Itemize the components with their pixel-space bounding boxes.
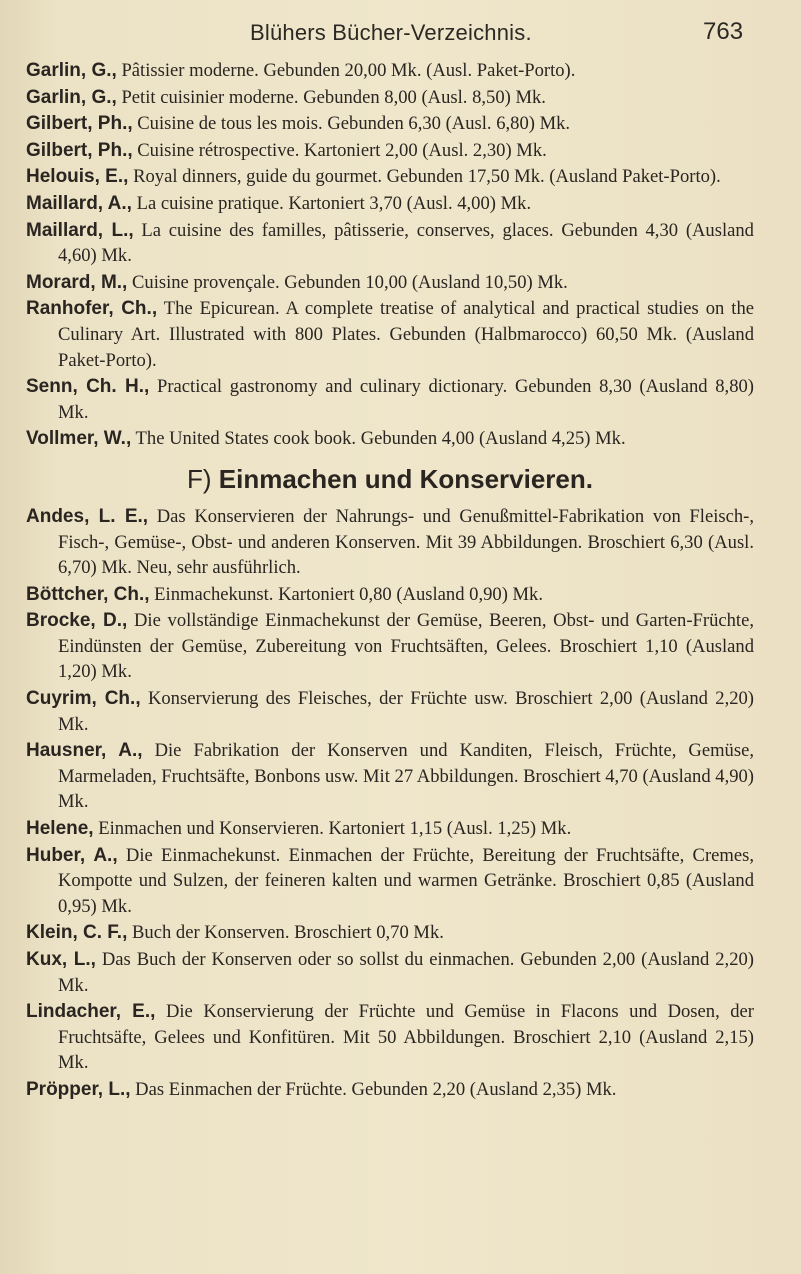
entry-text: Die vollständige Einmachekunst der Gemüse, Beeren, Obst- und Garten-Früchte, Eindünsten der Gemüse, Zubereitung von Fruchtsäften, Gelees. Broschiert 1,10 (Ausland 1,20) Mk. (58, 610, 754, 683)
entry-text: Einmachekunst. Kartoniert 0,80 (Ausland 0,90) Mk. (149, 583, 544, 605)
entry-text: Cuisine de tous les mois. Gebunden 6,30 (Ausl. 6,80) Mk. (132, 113, 571, 135)
entry-text: Das Buch der Konserven oder so sollst du einmachen. Gebunden 2,00 (Ausland 2,20) Mk. (58, 949, 754, 996)
catalog-entry (26, 738, 754, 815)
entry-author: Klein, C. F., (26, 922, 128, 944)
entry-text: Pâtissier moderne. Gebunden 20,00 Mk. (Ausl. Paket-Porto). (116, 60, 576, 81)
catalog-entry (26, 218, 754, 269)
entry-author: Andes, L. E., (26, 505, 149, 527)
catalog-entry (26, 138, 754, 164)
catalog-entry (26, 111, 754, 137)
entry-text: Buch der Konserven. Broschiert 0,70 Mk. (127, 922, 444, 944)
entry-author: Gilbert, Ph., (26, 113, 133, 135)
entry-text: Die Fabrikation der Konserven und Kanditen, Fleisch, Früchte, Gemüse, Marmeladen, Fruchtsäfte, Bonbons usw. Mit 27 Abbildungen. Broschiert 4,70 (Ausland 4,90) Mk. (58, 740, 754, 813)
page-header (0, 18, 801, 54)
section-heading (26, 462, 754, 496)
entry-list-section (26, 504, 754, 1103)
catalog-entry (26, 920, 754, 946)
entry-author: Hausner, A., (26, 740, 143, 762)
entry-author: Senn, Ch. H., (26, 376, 150, 398)
catalog-entry (26, 58, 754, 84)
entry-text: Das Einmachen der Früchte. Gebunden 2,20 (Ausland 2,35) Mk. (130, 1078, 617, 1100)
entry-text: La cuisine pratique. Kartoniert 3,70 (Ausl. 4,00) Mk. (131, 192, 532, 214)
catalog-entry (26, 608, 754, 685)
catalog-entry (26, 947, 754, 998)
catalog-entry (26, 816, 754, 842)
page-content (26, 58, 754, 1104)
entry-text: Die Einmachekunst. Einmachen der Früchte, Bereitung der Fruchtsäfte, Cremes, Kompotte und Sulzen, der feineren kalten und warmen Getränke. Broschiert 0,85 (Ausland 0,95) Mk. (58, 844, 754, 917)
catalog-entry (26, 374, 754, 425)
entry-text: Einmachen und Konservieren. Kartoniert 1,15 (Ausl. 1,25) Mk. (93, 818, 572, 840)
entry-author: Morard, M., (26, 271, 128, 293)
entry-author: Garlin, G., (26, 86, 117, 108)
running-title: Blühers Bücher-Verzeichnis. (250, 20, 532, 45)
entry-text: Konservierung des Fleisches, der Früchte usw. Broschiert 2,00 (Ausland 2,20) Mk. (58, 688, 755, 735)
entry-text: The Epicurean. A complete treatise of analytical and practical studies on the Culinary Art. Illustrated with 800 Plates. Gebunden (Halbmarocco) 60,50 Mk. (Ausland Paket-Porto). (58, 298, 754, 371)
entry-text: Das Konservieren der Nahrungs- und Genußmittel-Fabrikation von Fleisch-, Fisch-, Gemüse-, Obst- und anderen Konserven. Mit 39 Abbildungen. Broschiert 6,30 (Ausl. 6,70) Mk. Neu, sehr ausführlich. (58, 505, 754, 579)
entry-author: Maillard, A., (26, 192, 132, 214)
entry-author: Cuyrim, Ch., (26, 688, 141, 710)
entry-author: Maillard, L., (26, 219, 134, 241)
entry-text: The United States cook book. Gebunden 4,00 (Ausland 4,25) Mk. (131, 428, 626, 450)
catalog-entry (26, 296, 754, 373)
catalog-entry (26, 164, 754, 190)
entry-author: Gilbert, Ph., (26, 139, 133, 161)
entry-text: Royal dinners, guide du gourmet. Gebunden 17,50 Mk. (Ausland Paket-Porto). (128, 166, 721, 188)
entry-author: Garlin, G., (26, 60, 117, 81)
catalog-entry (26, 1077, 754, 1103)
entry-text: Practical gastronomy and culinary dictionary. Gebunden 8,30 (Ausland 8,80) Mk. (58, 376, 754, 423)
entry-author: Brocke, D., (26, 610, 128, 632)
entry-text: Petit cuisinier moderne. Gebunden 8,00 (Ausl. 8,50) Mk. (116, 86, 546, 108)
entry-author: Kux, L., (26, 949, 96, 970)
catalog-entry (26, 270, 754, 296)
entry-text: La cuisine des familles, pâtisserie, conserves, glaces. Gebunden 4,30 (Ausland 4,60) Mk. (58, 219, 754, 267)
catalog-entry (26, 85, 754, 111)
entry-text: Cuisine provençale. Gebunden 10,00 (Ausland 10,50) Mk. (127, 271, 568, 293)
entry-author: Helene, (26, 818, 94, 840)
catalog-entry (26, 582, 754, 608)
catalog-entry (26, 504, 754, 581)
catalog-entry (26, 686, 754, 737)
entry-text: Die Konservierung der Früchte und Gemüse in Flacons und Dosen, der Fruchtsäfte, Gelees und Konfitüren. Mit 50 Abbildungen. Broschiert 2,10 (Ausland 2,15) Mk. (58, 1001, 754, 1074)
page-number: 763 (703, 18, 744, 45)
entry-author: Böttcher, Ch., (26, 583, 150, 605)
entry-text: Cuisine rétrospective. Kartoniert 2,00 (Ausl. 2,30) Mk. (132, 139, 547, 161)
entry-author: Pröpper, L., (26, 1078, 131, 1100)
catalog-entry (26, 999, 754, 1076)
catalog-entry (26, 191, 754, 217)
catalog-entry (26, 426, 754, 452)
entry-author: Ranhofer, Ch., (26, 298, 158, 320)
catalog-entry (26, 843, 754, 920)
entry-author: Huber, A., (26, 844, 118, 866)
entry-author: Vollmer, W., (26, 428, 132, 450)
entry-list-top (26, 58, 754, 452)
entry-author: Helouis, E., (26, 166, 129, 188)
entry-author: Lindacher, E., (26, 1001, 156, 1023)
section-title: Einmachen und Konservieren. (218, 463, 593, 494)
section-letter: F) (187, 463, 212, 494)
